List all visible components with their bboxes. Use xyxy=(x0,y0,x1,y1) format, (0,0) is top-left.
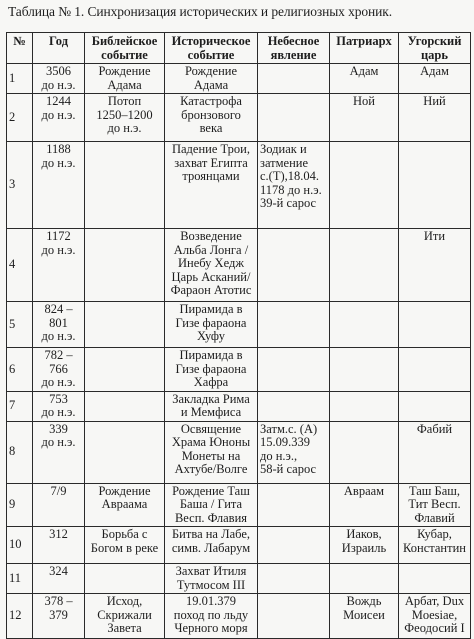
cell-number: 6 xyxy=(7,348,33,392)
cell-year: 339 до н.э. xyxy=(33,421,85,483)
cell-patriarch: Адам xyxy=(330,64,399,94)
cell-year: 824 – 801 до н.э. xyxy=(33,302,85,348)
cell-celestial-event xyxy=(258,594,330,639)
cell-biblical-event xyxy=(85,421,165,483)
cell-celestial-event: Зодиак и затмение с.(Т),18.04. 1178 до н.э. 39-й сарос xyxy=(258,142,330,229)
cell-year: 312 xyxy=(33,527,85,564)
table-row xyxy=(7,64,471,94)
cell-year: 782 – 766 до н.э. xyxy=(33,348,85,392)
table-row xyxy=(7,594,471,639)
cell-patriarch: Ной xyxy=(330,94,399,142)
cell-historical-event: Закладка Рима и Мемфиса xyxy=(165,391,258,421)
table-row xyxy=(7,142,471,229)
cell-historical-event: Катастрофа бронзового века xyxy=(165,94,258,142)
cell-celestial-event xyxy=(258,229,330,302)
cell-year: 378 – 379 xyxy=(33,594,85,639)
cell-patriarch: Вождь Моисеи xyxy=(330,594,399,639)
cell-number: 1 xyxy=(7,64,33,94)
table-row xyxy=(7,483,471,527)
cell-number: 2 xyxy=(7,94,33,142)
chronicle-table xyxy=(6,32,471,639)
col-header-celestial: Небесное явление xyxy=(258,33,330,64)
table-row xyxy=(7,348,471,392)
cell-patriarch xyxy=(330,348,399,392)
col-header-year: Год xyxy=(33,33,85,64)
cell-number: 10 xyxy=(7,527,33,564)
table-body xyxy=(7,64,471,639)
header-row xyxy=(7,33,471,64)
cell-number: 7 xyxy=(7,391,33,421)
cell-patriarch xyxy=(330,391,399,421)
table-row xyxy=(7,527,471,564)
cell-historical-event: Возведение Альба Лонга / Инебу Хедж Царь Асканий/ Фараон Атотис xyxy=(165,229,258,302)
cell-celestial-event xyxy=(258,483,330,527)
cell-year: 324 xyxy=(33,564,85,594)
cell-patriarch xyxy=(330,421,399,483)
cell-biblical-event xyxy=(85,564,165,594)
table-row xyxy=(7,94,471,142)
cell-patriarch xyxy=(330,302,399,348)
cell-historical-event: Падение Трои, захват Египта троянцами xyxy=(165,142,258,229)
cell-year: 753 до н.э. xyxy=(33,391,85,421)
cell-ugric-king xyxy=(399,564,471,594)
cell-celestial-event xyxy=(258,64,330,94)
cell-celestial-event xyxy=(258,348,330,392)
col-header-biblical: Библейское событие xyxy=(85,33,165,64)
cell-number: 8 xyxy=(7,421,33,483)
cell-ugric-king: Фабий xyxy=(399,421,471,483)
table-row xyxy=(7,564,471,594)
cell-patriarch xyxy=(330,564,399,594)
cell-ugric-king: Таш Баш, Тит Весп. Флавий xyxy=(399,483,471,527)
cell-ugric-king xyxy=(399,142,471,229)
col-header-king: Угорский царь xyxy=(399,33,471,64)
cell-celestial-event xyxy=(258,527,330,564)
col-header-number: № xyxy=(7,33,33,64)
cell-number: 4 xyxy=(7,229,33,302)
col-header-historical: Историческое событие xyxy=(165,33,258,64)
cell-year: 7/9 xyxy=(33,483,85,527)
cell-celestial-event xyxy=(258,391,330,421)
cell-historical-event: Освящение Храма Юноны Монеты на Ахтубе/Волге xyxy=(165,421,258,483)
cell-biblical-event: Рождение Авраама xyxy=(85,483,165,527)
cell-year: 1244 до н.э. xyxy=(33,94,85,142)
cell-biblical-event xyxy=(85,142,165,229)
cell-biblical-event xyxy=(85,302,165,348)
cell-patriarch: Авраам xyxy=(330,483,399,527)
cell-celestial-event: Затм.с. (А) 15.09.339 до н.э., 58-й сарос xyxy=(258,421,330,483)
cell-biblical-event: Исход, Скрижали Завета xyxy=(85,594,165,639)
cell-ugric-king: Кубар, Константин xyxy=(399,527,471,564)
cell-historical-event: Рождение Адама xyxy=(165,64,258,94)
cell-historical-event: Захват Итиля Тутмосом III xyxy=(165,564,258,594)
cell-number: 11 xyxy=(7,564,33,594)
cell-biblical-event xyxy=(85,391,165,421)
cell-ugric-king xyxy=(399,302,471,348)
cell-historical-event: 19.01.379 поход по льду Черного моря xyxy=(165,594,258,639)
cell-historical-event: Рождение Таш Баша / Гита Весп. Флавия xyxy=(165,483,258,527)
cell-patriarch xyxy=(330,142,399,229)
cell-number: 12 xyxy=(7,594,33,639)
table-row xyxy=(7,421,471,483)
col-header-patriarch: Патриарх xyxy=(330,33,399,64)
cell-year: 3506 до н.э. xyxy=(33,64,85,94)
cell-ugric-king xyxy=(399,391,471,421)
table-row xyxy=(7,302,471,348)
cell-ugric-king: Арбат, Dux Moesiae, Феодосий I xyxy=(399,594,471,639)
table-row xyxy=(7,229,471,302)
cell-historical-event: Битва на Лабе, симв. Лабарум xyxy=(165,527,258,564)
cell-ugric-king: Ний xyxy=(399,94,471,142)
cell-number: 3 xyxy=(7,142,33,229)
cell-number: 5 xyxy=(7,302,33,348)
cell-celestial-event xyxy=(258,94,330,142)
cell-number: 9 xyxy=(7,483,33,527)
cell-ugric-king: Ити xyxy=(399,229,471,302)
cell-patriarch xyxy=(330,229,399,302)
cell-celestial-event xyxy=(258,302,330,348)
cell-patriarch: Иаков, Израиль xyxy=(330,527,399,564)
cell-year: 1188 до н.э. xyxy=(33,142,85,229)
cell-ugric-king: Адам xyxy=(399,64,471,94)
cell-celestial-event xyxy=(258,564,330,594)
cell-biblical-event: Рождение Адама xyxy=(85,64,165,94)
cell-historical-event: Пирамида в Гизе фараона Хуфу xyxy=(165,302,258,348)
cell-biblical-event: Потоп 1250–1200 до н.э. xyxy=(85,94,165,142)
cell-biblical-event: Борьба с Богом в реке xyxy=(85,527,165,564)
cell-historical-event: Пирамида в Гизе фараона Хафра xyxy=(165,348,258,392)
table-row xyxy=(7,391,471,421)
table-caption: Таблица № 1. Синхронизация исторических и религиозных хроник. xyxy=(8,4,393,19)
cell-biblical-event xyxy=(85,348,165,392)
cell-ugric-king xyxy=(399,348,471,392)
cell-biblical-event xyxy=(85,229,165,302)
cell-year: 1172 до н.э. xyxy=(33,229,85,302)
